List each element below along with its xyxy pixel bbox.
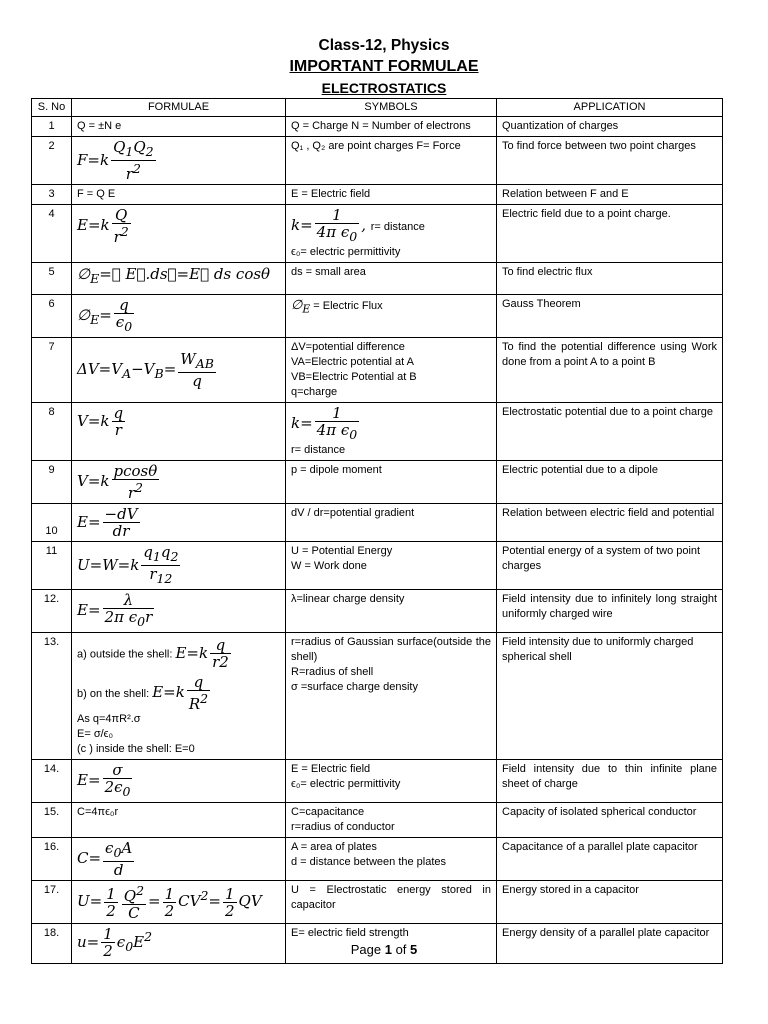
table-row bbox=[32, 185, 723, 205]
row-formula: C=4πϵ₀r bbox=[72, 803, 286, 838]
symbol-line: ϵ₀= electric permittivity bbox=[291, 246, 401, 258]
symbol-line: A = area of plates bbox=[291, 841, 377, 853]
row-symbols: E = Electric field bbox=[286, 185, 497, 205]
row-symbols: E= electric field strength bbox=[286, 924, 497, 964]
footer-of-word: of bbox=[395, 942, 407, 957]
row-symbols bbox=[286, 803, 497, 838]
row-formula bbox=[72, 295, 286, 338]
flux-symbol: $\emptyset_E$ bbox=[291, 298, 311, 316]
symbol-line: R=radius of shell bbox=[291, 666, 374, 678]
row-sno: 3 bbox=[32, 185, 72, 205]
table-row bbox=[32, 504, 723, 542]
formula-capacitor-energy: U= $\frac{1}{2}$ $\frac{Q^2}{C}$ = $\frac{1}{2}$ $CV^2=$ $\frac{1}{2}$ QV bbox=[77, 883, 262, 922]
col-header-application: APPLICATION bbox=[497, 99, 723, 117]
row-sno: 7 bbox=[32, 338, 72, 403]
row-application: Relation between electric field and potential bbox=[497, 504, 723, 542]
footer-page-word: Page bbox=[350, 942, 382, 957]
table-row bbox=[32, 633, 723, 760]
table-row bbox=[32, 760, 723, 803]
row-formula bbox=[72, 838, 286, 881]
symbol-line: r= distance bbox=[370, 221, 425, 233]
formulae-table bbox=[31, 98, 723, 964]
table-row bbox=[32, 838, 723, 881]
formula-electric-flux: $\emptyset_E=∮$ E⃗.ds⃗=E∮ ds cosθ bbox=[77, 265, 271, 286]
symbol-line: VB=Electric Potential at B bbox=[291, 371, 417, 383]
symbol-line: r= distance bbox=[291, 444, 346, 456]
formula-potential-energy: U=W=k $\frac{q_1q_2}{r_{12}}$ bbox=[77, 543, 179, 586]
formula-plane-sheet: E= $\frac{\sigma}{2\epsilon_0}$ bbox=[77, 761, 131, 799]
row-application: To find the potential difference using Work done from a point A to a point B bbox=[497, 338, 723, 403]
row-application: Gauss Theorem bbox=[497, 295, 723, 338]
formula-dipole-potential: V=k $\frac{pcos\theta}{r^2}$ bbox=[77, 462, 158, 502]
formula-shell-outside: E=k $\frac{q}{r2}$ bbox=[175, 636, 229, 671]
col-header-symbols: SYMBOLS bbox=[286, 99, 497, 117]
row-symbols: ds = small area bbox=[286, 263, 497, 295]
row-sno: 17. bbox=[32, 881, 72, 924]
row-formula bbox=[72, 633, 286, 760]
row-sno: 5 bbox=[32, 263, 72, 295]
shell-on bbox=[77, 674, 280, 712]
table-row bbox=[32, 117, 723, 137]
shell-inside: (c ) inside the shell: E=0 bbox=[77, 743, 195, 755]
formula-parallel-plate: C= $\frac{\epsilon_0A}{d}$ bbox=[77, 839, 133, 879]
row-symbols bbox=[286, 205, 497, 263]
row-application: Quantization of charges bbox=[497, 117, 723, 137]
row-application: Capacitance of a parallel plate capacitor bbox=[497, 838, 723, 881]
shell-charge-relation: As q=4πR².σ bbox=[77, 713, 141, 725]
symbol-line: VA=Electric potential at A bbox=[291, 356, 415, 368]
row-sno: 13. bbox=[32, 633, 72, 760]
row-application: Field intensity due to uniformly charged spherical shell bbox=[497, 633, 723, 760]
row-symbols bbox=[286, 760, 497, 803]
symbol-line: ϵ₀= electric permittivity bbox=[291, 778, 401, 790]
formula-line-charge: E= $\frac{\lambda}{2\pi \epsilon_0r}$ bbox=[77, 591, 153, 629]
row-application: Electrostatic potential due to a point charge bbox=[497, 403, 723, 461]
row-formula: F = Q E bbox=[72, 185, 286, 205]
table-row bbox=[32, 461, 723, 504]
row-sno: 9 bbox=[32, 461, 72, 504]
col-header-formulae: FORMULAE bbox=[72, 99, 286, 117]
row-symbols: Q₁ , Q₂ are point charges F= Force bbox=[286, 137, 497, 185]
symbol-line: q=charge bbox=[291, 386, 338, 398]
formula-potential-gradient: E= $\frac{-dV}{dr}$ bbox=[77, 505, 138, 540]
table-row bbox=[32, 263, 723, 295]
row-formula bbox=[72, 461, 286, 504]
row-sno: 8 bbox=[32, 403, 72, 461]
row-formula bbox=[72, 263, 286, 295]
footer-page-total: 5 bbox=[410, 942, 418, 957]
row-application: Capacity of isolated spherical conductor bbox=[497, 803, 723, 838]
row-symbols bbox=[286, 295, 497, 338]
page-footer bbox=[0, 942, 768, 957]
footer-page-number: 1 bbox=[384, 942, 392, 957]
table-row bbox=[32, 295, 723, 338]
col-header-sno: S. No bbox=[32, 99, 72, 117]
row-application: Relation between F and E bbox=[497, 185, 723, 205]
row-formula bbox=[72, 590, 286, 633]
row-sno: 18. bbox=[32, 924, 72, 964]
row-symbols bbox=[286, 542, 497, 590]
row-sno: 4 bbox=[32, 205, 72, 263]
row-sno: 15. bbox=[32, 803, 72, 838]
row-sno: 12. bbox=[32, 590, 72, 633]
row-application: Electric field due to a point charge. bbox=[497, 205, 723, 263]
row-application: Electric potential due to a dipole bbox=[497, 461, 723, 504]
row-sno: 10 bbox=[32, 504, 72, 542]
row-symbols: λ=linear charge density bbox=[286, 590, 497, 633]
shell-outside bbox=[77, 637, 280, 670]
page-section-title: ELECTROSTATICS bbox=[321, 80, 447, 96]
formula-point-field: E=k $\frac{Q}{r^2}$ bbox=[77, 206, 129, 246]
symbol-line: E = Electric field bbox=[291, 763, 371, 775]
shell-field-relation: E= σ/ϵ₀ bbox=[77, 728, 114, 740]
row-symbols bbox=[286, 338, 497, 403]
row-sno: 1 bbox=[32, 117, 72, 137]
row-sno: 11 bbox=[32, 542, 72, 590]
symbol-line: U = Potential Energy bbox=[291, 545, 393, 557]
table-row bbox=[32, 590, 723, 633]
row-application: Energy density of a parallel plate capacitor bbox=[497, 924, 723, 964]
table-row bbox=[32, 542, 723, 590]
row-formula bbox=[72, 881, 286, 924]
row-sno: 6 bbox=[32, 295, 72, 338]
formula-shell-on: E=k $\frac{q}{R^2}$ bbox=[152, 673, 209, 713]
symbol-line: ΔV=potential difference bbox=[291, 341, 405, 353]
row-application: To find electric flux bbox=[497, 263, 723, 295]
row-application: Potential energy of a system of two point charges bbox=[497, 542, 723, 590]
row-application: Field intensity due to infinitely long straight uniformly charged wire bbox=[497, 590, 723, 633]
row-formula bbox=[72, 760, 286, 803]
page-main-title: IMPORTANT FORMULAE bbox=[289, 58, 479, 75]
formula-energy-density: u= $\frac{1}{2}$ $\epsilon_0E^2$ bbox=[77, 925, 153, 960]
row-formula bbox=[72, 205, 286, 263]
formula-k-constant: k= $\frac{1}{4\pi \epsilon_0}$ , bbox=[291, 206, 371, 244]
row-formula bbox=[72, 403, 286, 461]
row-symbols bbox=[286, 403, 497, 461]
table-row bbox=[32, 137, 723, 185]
table-header-row bbox=[32, 99, 723, 117]
row-symbols: U = Electrostatic energy stored in capacitor bbox=[286, 881, 497, 924]
symbol-line: d = distance between the plates bbox=[291, 856, 447, 868]
table-row bbox=[32, 338, 723, 403]
symbol-line: C=capacitance bbox=[291, 806, 365, 818]
row-sno: 2 bbox=[32, 137, 72, 185]
symbol-line: W = Work done bbox=[291, 560, 367, 572]
table-row bbox=[32, 803, 723, 838]
row-sno: 14. bbox=[32, 760, 72, 803]
formula-point-potential: V=k $\frac{q}{r}$ bbox=[77, 404, 124, 439]
shell-on-label: b) on the shell: bbox=[77, 688, 150, 700]
row-formula bbox=[72, 504, 286, 542]
symbol-line: r=radius of Gaussian surface(outside the shell) bbox=[291, 636, 491, 663]
row-symbols: Q = Charge N = Number of electrons bbox=[286, 117, 497, 137]
row-formula: Q = ±N e bbox=[72, 117, 286, 137]
row-formula bbox=[72, 137, 286, 185]
row-formula bbox=[72, 542, 286, 590]
formula-potential-difference: $\Delta V=V_A-V_B=$ $\frac{W_{AB}}{q}$ bbox=[77, 350, 214, 390]
shell-outside-label: a) outside the shell: bbox=[77, 648, 173, 661]
row-formula bbox=[72, 338, 286, 403]
formula-gauss: $\emptyset_E=$ $\frac{q}{\epsilon_0}$ bbox=[77, 296, 133, 334]
table-row bbox=[32, 881, 723, 924]
row-application: Energy stored in a capacitor bbox=[497, 881, 723, 924]
formula-coulomb: F=k $\frac{Q_1Q_2}{r^2}$ bbox=[77, 138, 154, 183]
table-row bbox=[32, 403, 723, 461]
symbol-line: = Electric Flux bbox=[313, 300, 383, 312]
row-symbols: p = dipole moment bbox=[286, 461, 497, 504]
formula-k-constant: k= $\frac{1}{4\pi \epsilon_0}$ bbox=[291, 404, 358, 442]
page-subject-title: Class-12, Physics bbox=[318, 37, 450, 54]
row-symbols bbox=[286, 633, 497, 760]
row-application: To find force between two point charges bbox=[497, 137, 723, 185]
symbol-line: r=radius of conductor bbox=[291, 821, 395, 833]
row-symbols: dV / dr=potential gradient bbox=[286, 504, 497, 542]
row-symbols bbox=[286, 838, 497, 881]
symbol-line: σ =surface charge density bbox=[291, 681, 418, 693]
row-sno: 16. bbox=[32, 838, 72, 881]
row-application: Field intensity due to thin infinite plane sheet of charge bbox=[497, 760, 723, 803]
table-row bbox=[32, 205, 723, 263]
